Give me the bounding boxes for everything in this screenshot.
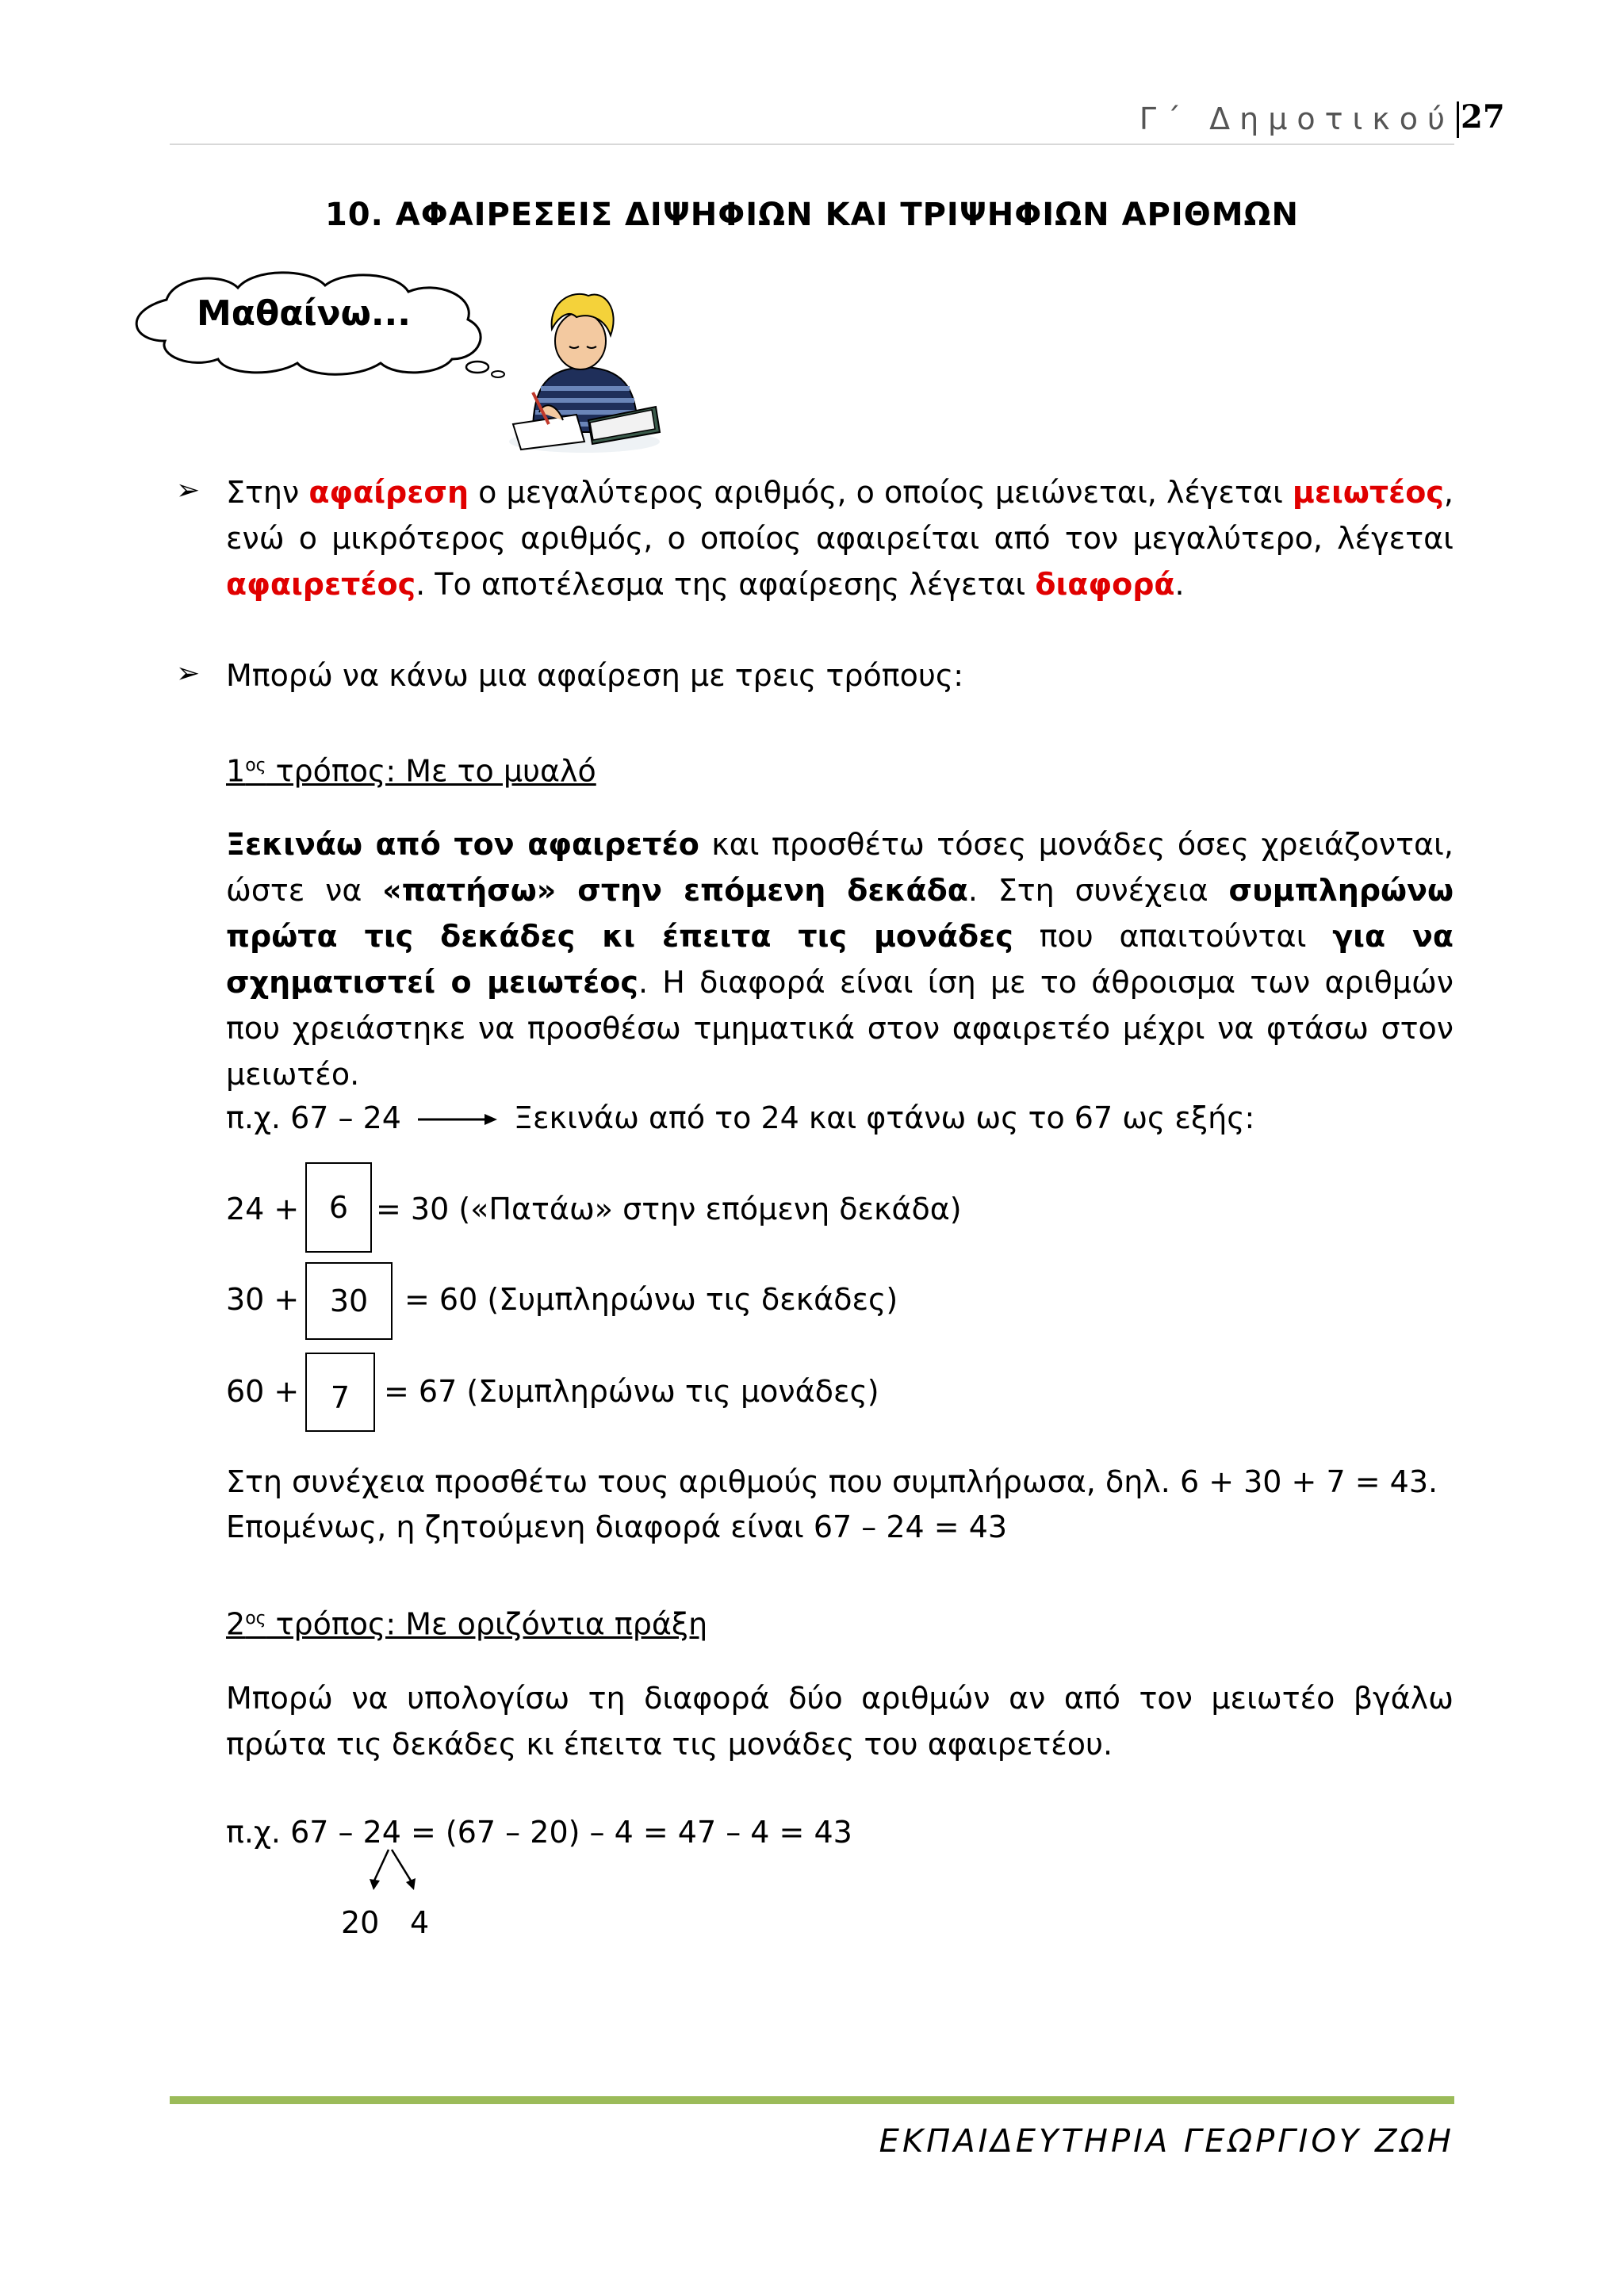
step-left: 24 + bbox=[226, 1192, 300, 1226]
methods-intro: Μπορώ να κάνω μια αφαίρεση με τρεις τρόπους: bbox=[226, 658, 963, 693]
method1-example-left: π.χ. 67 – 24 bbox=[226, 1100, 401, 1135]
term-difference: διαφορά bbox=[1035, 567, 1175, 602]
split-units: 4 bbox=[410, 1905, 430, 1940]
conclusion-line: Επομένως, η ζητούμενη διαφορά είναι 67 – 24 = 43 bbox=[226, 1510, 1008, 1544]
method1-heading: $1^{o\varsigma}$ τρόπος: Με το μυαλό bbox=[226, 753, 596, 789]
method1-example-right: Ξεκινάω από το 24 και φτάνω ως το 67 ως εξής: bbox=[514, 1100, 1255, 1135]
bullet-arrow-icon: ➢ bbox=[176, 474, 201, 507]
footer-rule bbox=[170, 2096, 1454, 2104]
term-subtraction: αφαίρεση bbox=[308, 475, 469, 510]
header-divider bbox=[1457, 101, 1459, 138]
step-box: 6 bbox=[305, 1162, 372, 1253]
definition-paragraph: Στην αφαίρεση ο μεγαλύτερος αριθμός, ο οποίος μειώνεται, λέγεται μειωτέος, ενώ ο μικρότερος αριθμός, ο οποίος αφαιρείται από τον μεγαλύτερο, λέγεται αφαιρετέος. Το αποτέλεσμα της αφαίρεσης λέγεται διαφορά. bbox=[226, 475, 1454, 602]
method2-heading: $2^{o\varsigma}$ τρόπος: Με οριζόντια πράξη bbox=[226, 1606, 708, 1642]
method2-example: π.χ. 67 – 24 = (67 – 20) – 4 = 47 – 4 = 43 bbox=[226, 1815, 852, 1850]
arrow-right-icon bbox=[416, 1113, 499, 1126]
conclusion-line: Στη συνέχεια προσθέτω τους αριθμούς που συμπλήρωσα, δηλ. 6 + 30 + 7 = 43. bbox=[226, 1464, 1438, 1499]
step-box: 30 bbox=[305, 1262, 393, 1340]
running-title: Γ΄ Δημοτικού bbox=[1139, 101, 1454, 136]
step-box: 7 bbox=[305, 1353, 375, 1432]
header-rule bbox=[170, 144, 1454, 145]
term-subtrahend: αφαιρετέος bbox=[226, 567, 416, 602]
split-tens: 20 bbox=[341, 1905, 380, 1940]
step-right: = 67 (Συμπληρώνω τις μονάδες) bbox=[384, 1374, 879, 1409]
step-left: 30 + bbox=[226, 1282, 300, 1317]
bullet-arrow-icon: ➢ bbox=[176, 657, 201, 690]
method1-explanation: Ξεκινάω από τον αφαιρετέο και προσθέτω τόσες μονάδες όσες χρειάζονται, ώστε να «πατήσω» στην επόμενη δεκάδα. Στη συνέχεια συμπληρώνω πρώτα τις δεκάδες κι έπειτα τις μονάδες που απαιτούνται για να σχηματιστεί ο μειωτέος. Η διαφορά είναι ίση με το άθροισμα των αριθμών που χρειάστηκε να προσθέσω τμηματικά στον αφαιρετέο μέχρι να φτάσω στον μειωτέο. bbox=[226, 827, 1454, 1092]
term-minuend: μειωτέος bbox=[1292, 475, 1444, 510]
step-right: = 60 (Συμπληρώνω τις δεκάδες) bbox=[404, 1282, 898, 1317]
step-right: = 30 («Πατάω» στην επόμενη δεκάδα) bbox=[376, 1192, 962, 1226]
split-arrows-icon bbox=[366, 1846, 430, 1893]
callout-text: Μαθαίνω... bbox=[197, 293, 411, 334]
boy-writing-illustration bbox=[501, 274, 668, 456]
footer-school-name: ΕΚΠΑΙΔΕΥΤΗΡΙΑ ΓΕΩΡΓΙΟΥ ΖΩΗ bbox=[879, 2123, 1454, 2160]
section-title: 10. ΑΦΑΙΡΕΣΕΙΣ ΔΙΨΗΦΙΩΝ ΚΑΙ ΤΡΙΨΗΦΙΩΝ ΑΡΙΘΜΩΝ bbox=[324, 197, 1300, 233]
step-left: 60 + bbox=[226, 1374, 300, 1409]
page-number: 27 bbox=[1461, 98, 1505, 136]
method2-explanation: Μπορώ να υπολογίσω τη διαφορά δύο αριθμών αν από τον μειωτέο βγάλω πρώτα τις δεκάδες κι έπειτα τις μονάδες του αφαιρετέου. bbox=[226, 1681, 1454, 1762]
